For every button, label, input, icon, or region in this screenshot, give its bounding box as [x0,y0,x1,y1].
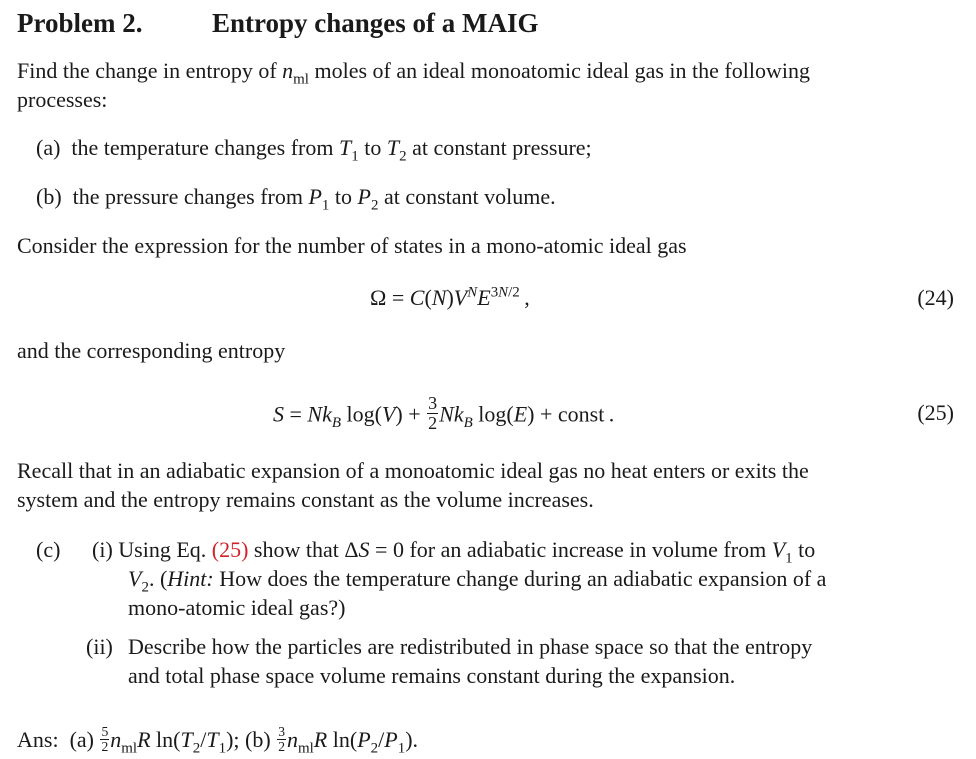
equation-24: $\Omega = C(N)V^NE^{3N/2}$ , [370,284,530,310]
equation-25: $S = Nk_B$ log(V) + $\frac{3}{2}$ $Nk_B$ log(E) + const . [273,393,615,433]
part-c-ii-line-1: Describe how the particles are redistributed in phase space so that the entropy [128,634,813,659]
and-entropy-text: and the corresponding entropy [17,338,286,363]
intro-line-1: Find the change in entropy of $n_{ml}$ moles of an ideal monoatomic ideal gas in the following [17,58,810,88]
part-c-label: (c) [36,537,61,562]
part-c-i-line-2: $V_2$. (Hint: How does the temperature change during an adiabatic expansion of a [128,566,827,596]
part-b: (b) the pressure changes from $P_1$ to $P_2$ at constant volume. [36,184,556,214]
equation-24-number: (24) [917,285,954,310]
consider-text: Consider the expression for the number of states in a mono-atomic ideal gas [17,233,687,258]
recall-line-1: Recall that in an adiabatic expansion of a monoatomic ideal gas no heat enters or exits the [17,458,809,483]
part-c-ii-line-2: and total phase space volume remains constant during the expansion. [128,663,736,688]
eq-25-reference-link[interactable]: (25) [211,537,249,562]
answer-line: Ans: (a) $\frac{5}{2}$ $n_{ml}R$ $\ln(T_2/T_1)$; (b) $\frac{3}{2}$ $n_{ml}R$ $\ln(P_2/P_1)$. [17,724,419,757]
part-c-i-line-1: (i) Using Eq. (25) show that ΔS = 0 for an adiabatic increase in volume from $V_1$ to [92,537,816,567]
part-c-i-line-3: mono-atomic ideal gas?) [128,595,346,620]
equation-25-number: (25) [917,400,954,425]
intro-line-2: processes: [17,87,108,112]
part-c-ii-label: (ii) [86,634,113,659]
part-a: (a) the temperature changes from $T_1$ to $T_2$ at constant pressure; [36,135,592,165]
recall-line-2: system and the entropy remains constant as the volume increases. [17,487,594,512]
problem-title: Entropy changes of a MAIG [212,8,539,38]
problem-number: Problem 2. [17,8,143,38]
